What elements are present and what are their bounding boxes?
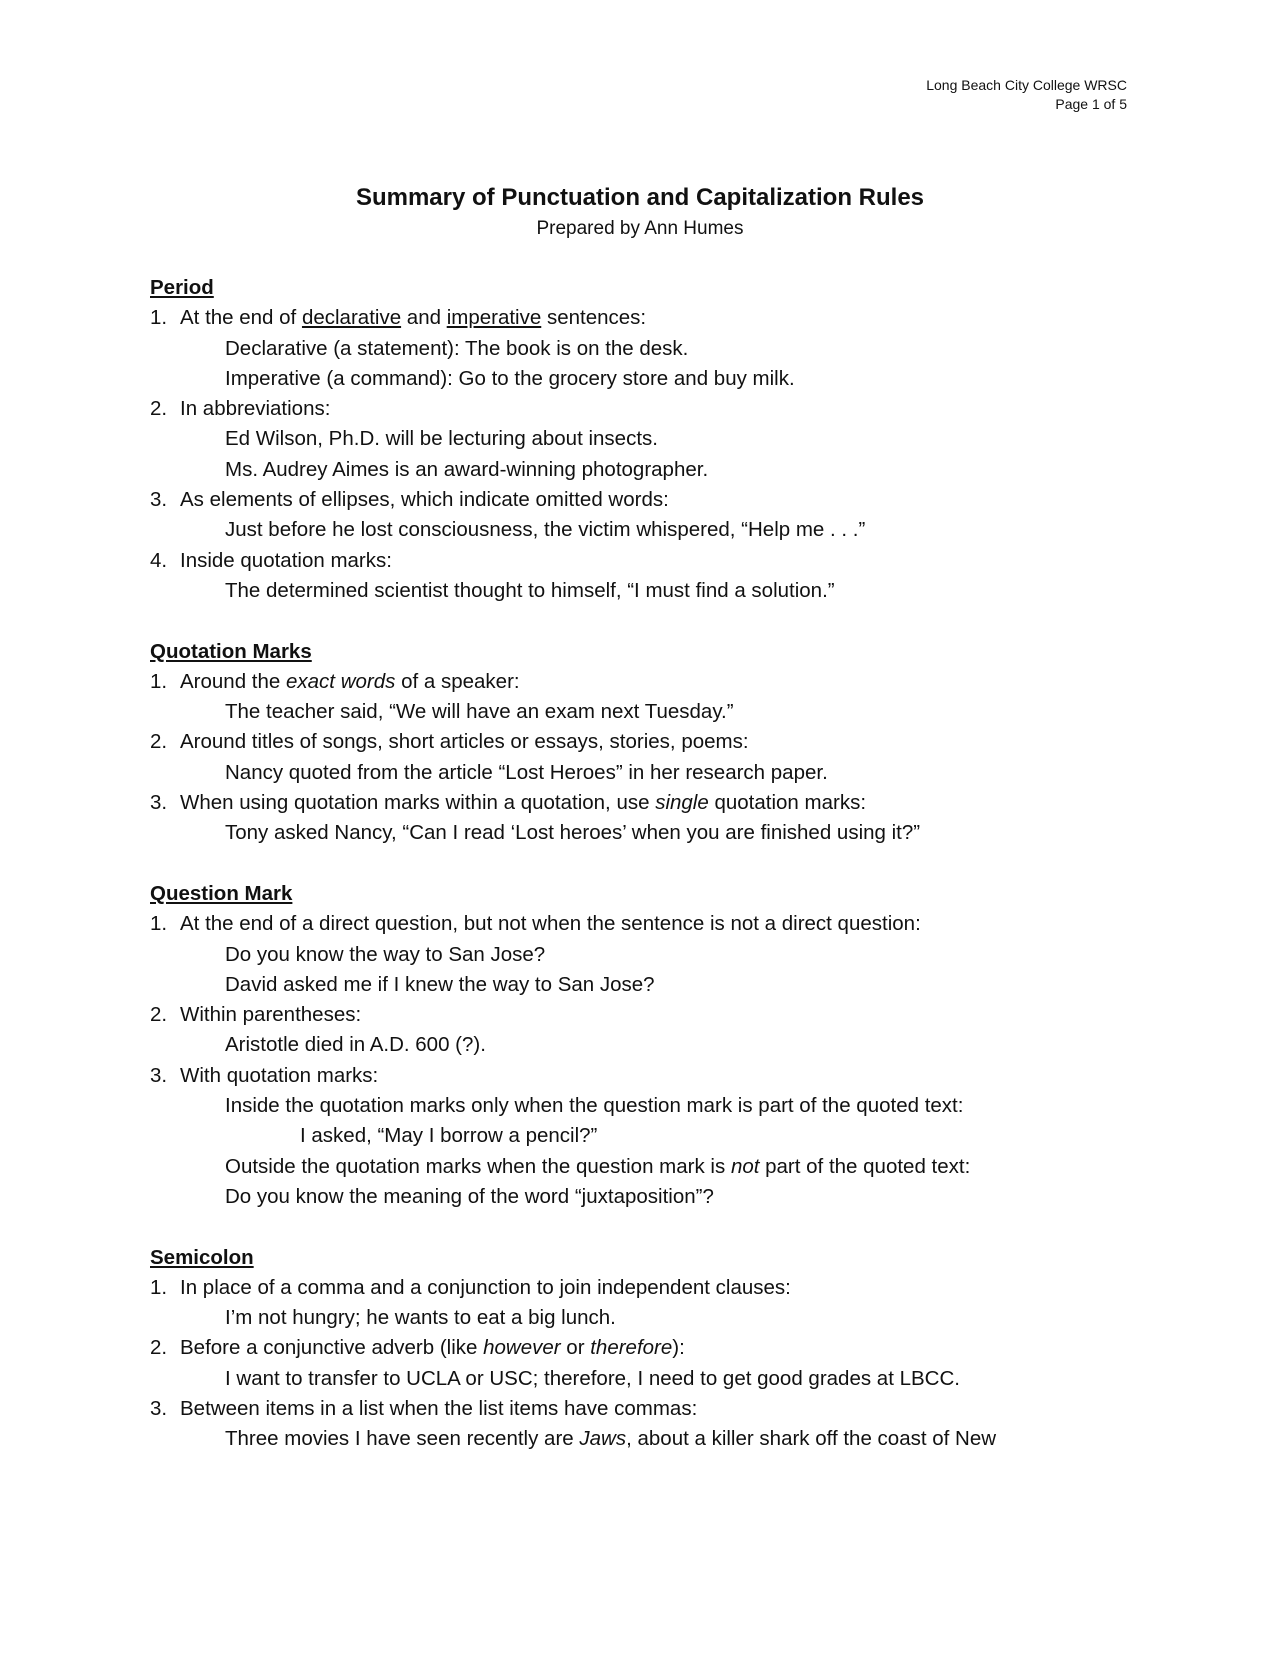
title-block: [0, 181, 1280, 243]
rule-number: 3.: [150, 1396, 168, 1420]
rule-item: [150, 667, 1150, 697]
rule-number: 2.: [150, 730, 168, 754]
rule-number: 1.: [150, 306, 168, 330]
italic-term: not: [730, 1154, 760, 1178]
rule-text: At the end of: [180, 306, 302, 330]
rule-number: 2.: [150, 397, 168, 421]
example-line: I’m not hungry; he wants to eat a big lunch.: [225, 1306, 616, 1330]
rule-item: [150, 394, 1150, 424]
rule-text: With quotation marks:: [180, 1063, 379, 1087]
rule-number: 3.: [150, 1063, 168, 1087]
rule-number: 1.: [150, 1275, 168, 1299]
example-line: Imperative (a command): Go to the grocery store and buy milk.: [225, 366, 795, 390]
rule-text: Before a conjunctive adverb (like: [180, 1336, 484, 1360]
example-line: Ms. Audrey Aimes is an award-winning photographer.: [225, 457, 709, 481]
example-line: The determined scientist thought to himself, “I must find a solution.”: [225, 578, 835, 602]
header-page-number: Page 1 of 5: [1055, 96, 1127, 112]
example-text: Outside the quotation marks when the question mark is: [225, 1154, 731, 1178]
example-line: Inside the quotation marks only when the question mark is part of the quoted text:: [225, 1094, 964, 1118]
example-line: [150, 1152, 1150, 1182]
rule-number: 2.: [150, 1003, 168, 1027]
section-heading: Period: [150, 276, 214, 299]
rule-text: Within parentheses:: [180, 1003, 362, 1027]
rule-text: Around the: [180, 669, 286, 693]
rule-text: Between items in a list when the list items have commas:: [180, 1396, 698, 1420]
rule-item: [150, 1273, 1150, 1303]
rule-number: 4.: [150, 548, 168, 572]
italic-term: however: [483, 1336, 561, 1360]
example-line: Nancy quoted from the article “Lost Heroes” in her research paper.: [225, 760, 828, 784]
rule-text: At the end of a direct question, but not when the sentence is not a direct question:: [180, 912, 921, 936]
example-line: [150, 1424, 1150, 1454]
rule-item: [150, 303, 1150, 333]
section-heading: Question Mark: [150, 881, 293, 905]
italic-term: Jaws: [579, 1427, 627, 1451]
rule-text: As elements of ellipses, which indicate omitted words:: [180, 488, 669, 512]
section-semicolon: [150, 1243, 1150, 1455]
rule-item: [150, 1061, 1150, 1091]
underlined-term: imperative: [446, 306, 542, 330]
italic-term: exact words: [286, 669, 396, 693]
italic-term: single: [655, 791, 709, 815]
rule-text: of a speaker:: [395, 669, 520, 693]
rule-item: [150, 1000, 1150, 1030]
document-title: Summary of Punctuation and Capitalization Rules: [355, 184, 925, 211]
document-author: Prepared by Ann Humes: [536, 218, 744, 239]
rule-text: When using quotation marks within a quotation, use: [180, 791, 656, 815]
rule-item: [150, 727, 1150, 757]
example-line: I want to transfer to UCLA or USC; therefore, I need to get good grades at LBCC.: [225, 1366, 960, 1390]
rule-item: [150, 909, 1150, 939]
underlined-term: declarative: [301, 306, 402, 330]
example-text: , about a killer shark off the coast of New: [626, 1427, 997, 1451]
rule-text: In abbreviations:: [180, 397, 331, 421]
rule-item: [150, 485, 1150, 515]
rule-item: [150, 788, 1150, 818]
section-period: [150, 273, 1150, 606]
rule-text: or: [560, 1336, 591, 1360]
example-line: The teacher said, “We will have an exam next Tuesday.”: [225, 700, 734, 724]
example-line: Aristotle died in A.D. 600 (?).: [225, 1033, 486, 1057]
example-line: Declarative (a statement): The book is on the desk.: [225, 336, 689, 360]
rule-item: [150, 1333, 1150, 1363]
rule-number: 2.: [150, 1336, 168, 1360]
example-line: Do you know the meaning of the word “juxtaposition”?: [225, 1184, 714, 1208]
rule-text: Inside quotation marks:: [180, 548, 392, 572]
example-line: Just before he lost consciousness, the victim whispered, “Help me . . .”: [225, 518, 866, 542]
rule-text: In place of a comma and a conjunction to join independent clauses:: [180, 1275, 791, 1299]
rule-number: 1.: [150, 912, 168, 936]
example-line: David asked me if I knew the way to San Jose?: [225, 972, 655, 996]
header-college: Long Beach City College WRSC: [926, 77, 1127, 93]
rule-number: 3.: [150, 791, 168, 815]
example-text: Three movies I have seen recently are: [225, 1427, 580, 1451]
section-quotation-marks: [150, 637, 1150, 849]
rule-item: [150, 546, 1150, 576]
rule-text: quotation marks:: [708, 791, 867, 815]
section-heading: Quotation Marks: [150, 639, 312, 663]
document-body: [150, 273, 1150, 1485]
rule-item: [150, 1394, 1150, 1424]
example-line: Do you know the way to San Jose?: [225, 942, 546, 966]
rule-number: 3.: [150, 488, 168, 512]
rule-text: Around titles of songs, short articles or essays, stories, poems:: [180, 730, 749, 754]
section-question-mark: [150, 879, 1150, 1212]
example-line: Tony asked Nancy, “Can I read ‘Lost heroes’ when you are finished using it?”: [225, 821, 921, 845]
rule-text: sentences:: [541, 306, 647, 330]
rule-text: and: [401, 306, 447, 330]
example-line: Ed Wilson, Ph.D. will be lecturing about insects.: [225, 427, 658, 451]
example-text: part of the quoted text:: [759, 1154, 971, 1178]
rule-number: 1.: [150, 669, 168, 693]
page-header: [926, 76, 1127, 114]
rule-text: ):: [672, 1336, 685, 1360]
section-heading: Semicolon: [150, 1245, 254, 1269]
example-line: I asked, “May I borrow a pencil?”: [300, 1124, 598, 1148]
italic-term: therefore: [590, 1336, 673, 1360]
